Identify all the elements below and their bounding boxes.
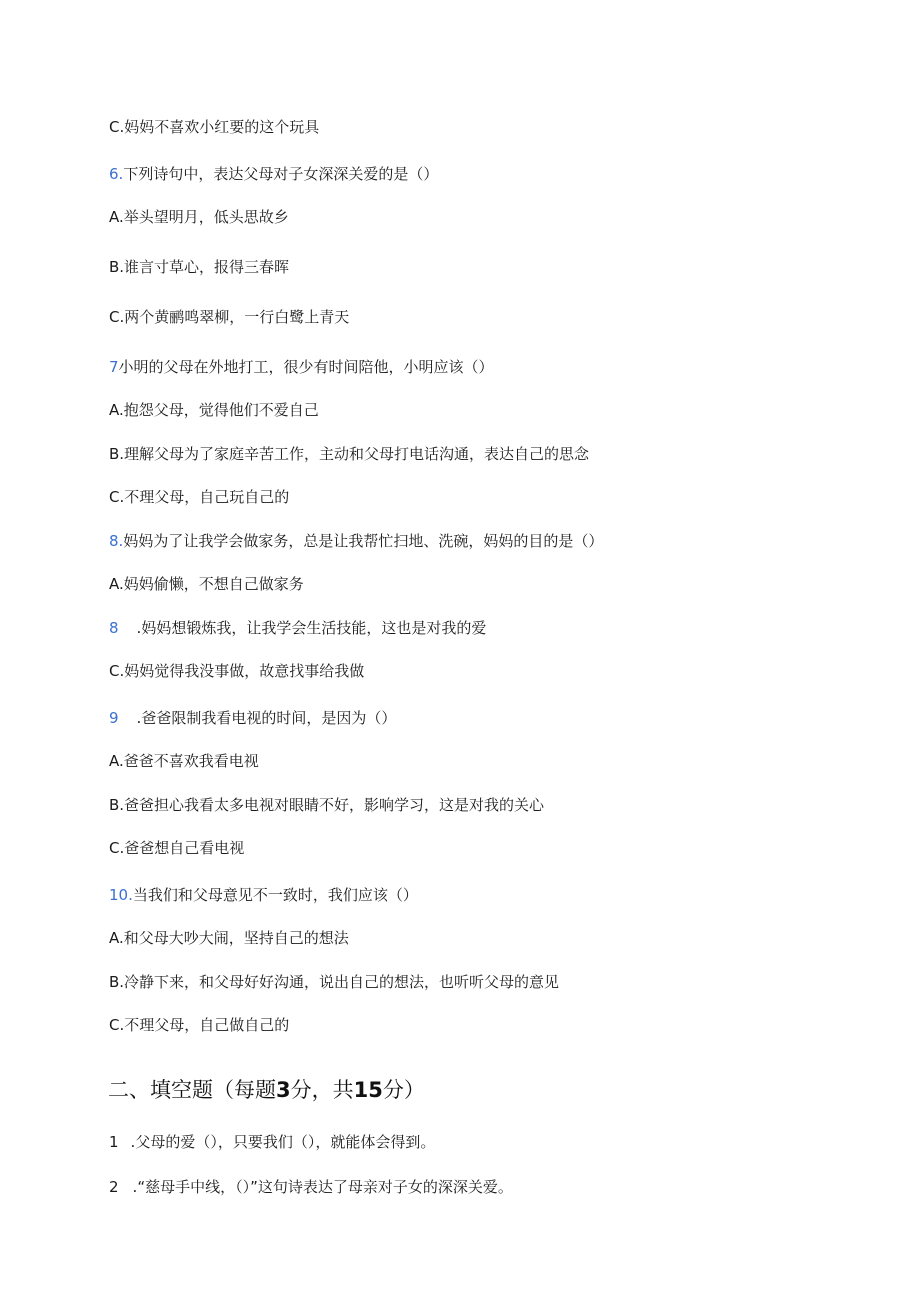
question-number: 2 — [109, 1178, 119, 1196]
q9-option-b: B.爸爸担心我看太多电视对眼睛不好，影响学习，这是对我的关心 — [109, 796, 545, 814]
question-text: 当我们和父母意见不一致时，我们应该（） — [132, 886, 418, 904]
question-text: 小明的父母在外地打工，很少有时间陪他，小明应该（） — [118, 358, 494, 376]
question-number: 6. — [109, 165, 124, 183]
q7-option-c: C.不理父母，自己玩自己的 — [109, 488, 290, 506]
question-text: .父母的爱（），只要我们（），就能体会得到。 — [130, 1133, 436, 1151]
q5-option-c: C.妈妈不喜欢小红要的这个玩具 — [109, 118, 320, 136]
q9-option-a: A.爸爸不喜欢我看电视 — [109, 752, 259, 770]
q6-option-c: C.两个黄鹂鸣翠柳，一行白鹭上青天 — [109, 308, 350, 326]
q8-option-c: C.妈妈觉得我没事做，故意找事给我做 — [109, 662, 365, 680]
score-total: 15 — [353, 1078, 383, 1102]
heading-text: 分，共 — [290, 1078, 354, 1102]
q10-option-c: C.不理父母，自己做自己的 — [109, 1016, 290, 1034]
q10-option-b: B.冷静下来，和父母好好沟通，说出自己的想法，也听听父母的意见 — [109, 973, 560, 991]
question-number: 9 — [109, 709, 119, 727]
q6-option-a: A.举头望明月，低头思故乡 — [109, 208, 289, 226]
q7-option-b: B.理解父母为了家庭辛苦工作，主动和父母打电话沟通，表达自己的思念 — [109, 445, 590, 463]
q8-option-b — [109, 618, 486, 638]
question-8 — [109, 531, 603, 551]
fill-question-2 — [109, 1177, 513, 1197]
q9-option-c: C.爸爸想自己看电视 — [109, 839, 245, 857]
question-text: .“慈母手中线，（）”这句诗表达了母亲对子女的深深关爱。 — [132, 1178, 513, 1196]
option-text: .妈妈想锻炼我，让我学会生活技能，这也是对我的爱 — [136, 619, 487, 637]
heading-text: 分） — [382, 1078, 425, 1102]
question-10 — [109, 885, 418, 905]
section-heading — [108, 1076, 425, 1104]
question-number: 1 — [109, 1133, 119, 1151]
question-9 — [109, 708, 396, 728]
option-number: 8 — [109, 619, 119, 637]
q7-option-a: A.抱怨父母，觉得他们不爱自己 — [109, 401, 319, 419]
question-text: 下列诗句中，表达父母对子女深深关爱的是（） — [123, 165, 439, 183]
question-6 — [109, 164, 438, 184]
heading-text: 二、填空题（每题 — [108, 1078, 276, 1102]
q8-option-a: A.妈妈偷懒，不想自己做家务 — [109, 575, 304, 593]
q6-option-b: B.谁言寸草心，报得三春晖 — [109, 258, 290, 276]
question-text: 妈妈为了让我学会做家务，总是让我帮忙扫地、洗碗，妈妈的目的是（） — [123, 532, 604, 550]
question-number: 8. — [109, 532, 124, 550]
question-7 — [109, 357, 494, 377]
question-number: 10. — [109, 886, 133, 904]
q10-option-a: A.和父母大吵大闹，坚持自己的想法 — [109, 929, 349, 947]
score-each: 3 — [276, 1078, 291, 1102]
fill-question-1 — [109, 1132, 435, 1152]
question-text: .爸爸限制我看电视的时间，是因为（） — [136, 709, 397, 727]
question-number: 7 — [109, 358, 119, 376]
